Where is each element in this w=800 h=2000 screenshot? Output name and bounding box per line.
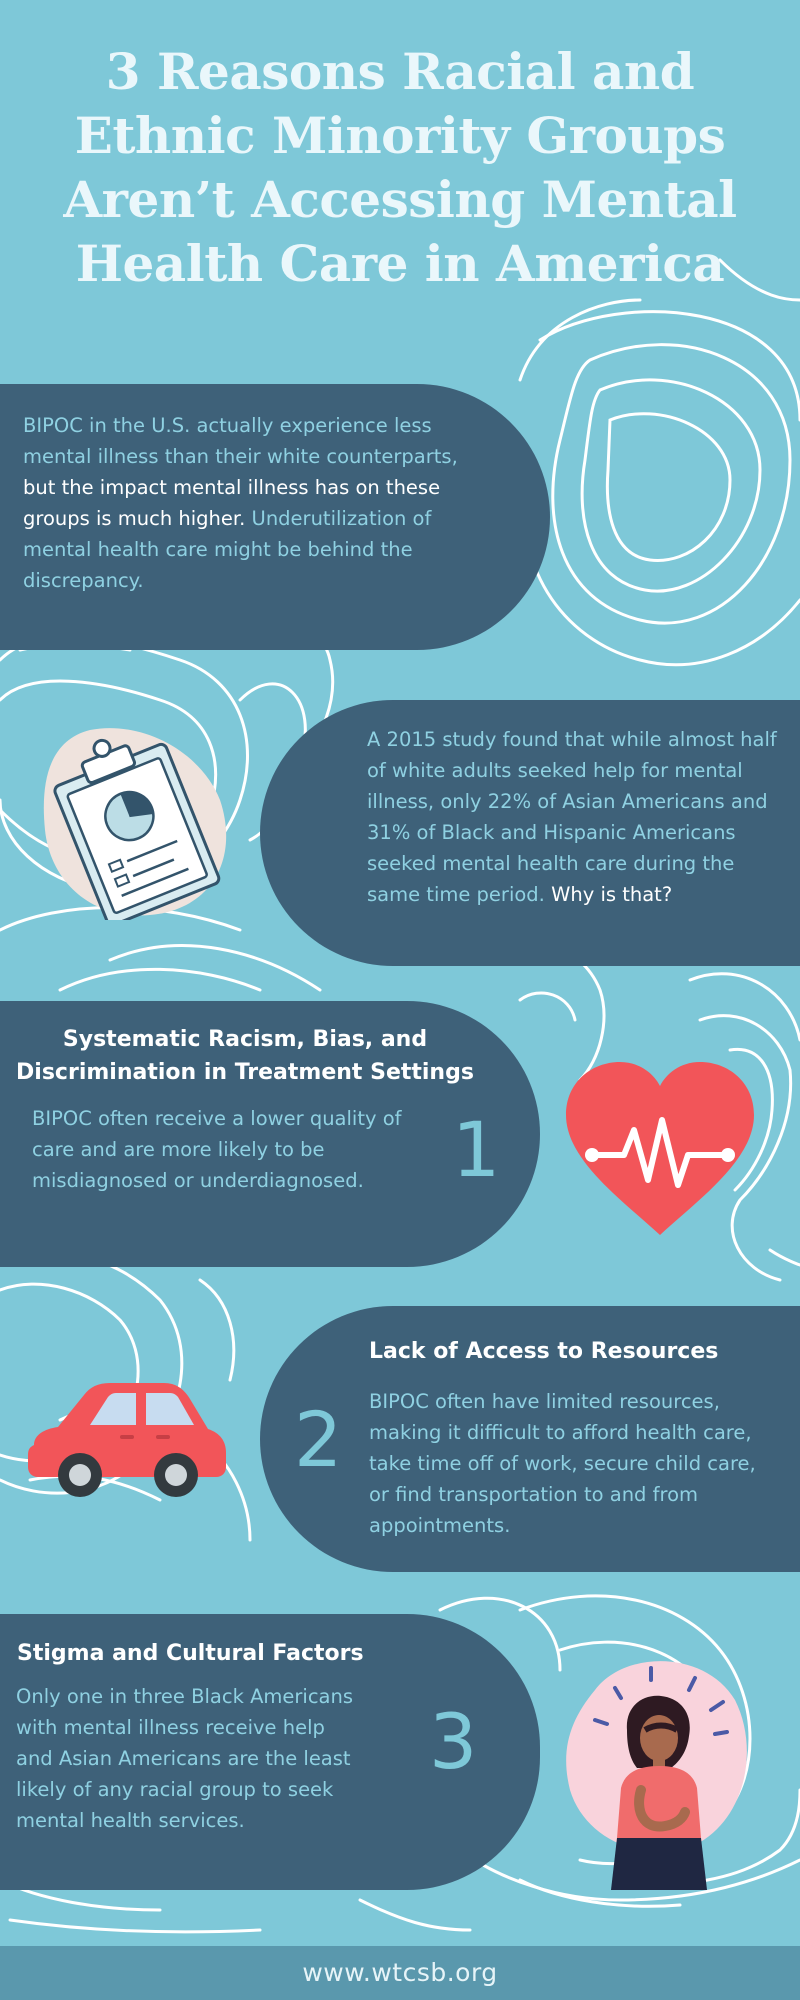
study-text-highlight: A 2015 study found that while almost half of white adults seeked help for mental illness, only 22% of Asian Americans and 31% of Black and Hispanic Americans seeked mental health care during the same time period. [367, 728, 777, 906]
study-text-question: Why is that? [544, 883, 673, 906]
reason-3-number: 3 [429, 1697, 478, 1786]
reason-2-heading: Lack of Access to Resources [369, 1339, 719, 1364]
reason-2-text: BIPOC often have limited resources, making it difficult to afford health care, take time off of work, secure child care, or find transportation to and from appointments. [369, 1390, 756, 1537]
reason-2-number: 2 [294, 1395, 343, 1484]
reason-1-heading: Systematic Racism, Bias, and Discrimination in Treatment Settings [16, 1027, 474, 1085]
car-icon [24, 1375, 230, 1501]
footer-url[interactable]: www.wtcsb.org [302, 1958, 498, 1987]
reason-3-heading: Stigma and Cultural Factors [17, 1641, 364, 1666]
heart-pulse-icon [562, 1060, 758, 1240]
study-text [367, 724, 777, 910]
reason-1-number: 1 [452, 1105, 501, 1194]
reason-3-text: Only one in three Black Americans with mental illness receive help and Asian Americans are the least likely of any racial group to seek mental health services. [16, 1685, 354, 1832]
page-title: 3 Reasons Racial and Ethnic Minority Groups Aren’t Accessing Mental Health Care in America [63, 42, 737, 293]
reason-1-text: BIPOC often receive a lower quality of care and are more likely to be misdiagnosed or underdiagnosed. [32, 1107, 402, 1192]
woman-icon [555, 1640, 755, 1890]
clipboard-chart-icon [30, 720, 240, 920]
intro-text-highlight-2: Underutilization of mental health care might be behind the discrepancy. [23, 507, 432, 592]
intro-text-highlight-1: BIPOC in the U.S. actually experience less mental illness than their white counterparts, [23, 414, 458, 468]
intro-text-emphasis: but the impact mental illness has on these groups is much higher. [23, 476, 441, 530]
intro-text [23, 410, 493, 596]
